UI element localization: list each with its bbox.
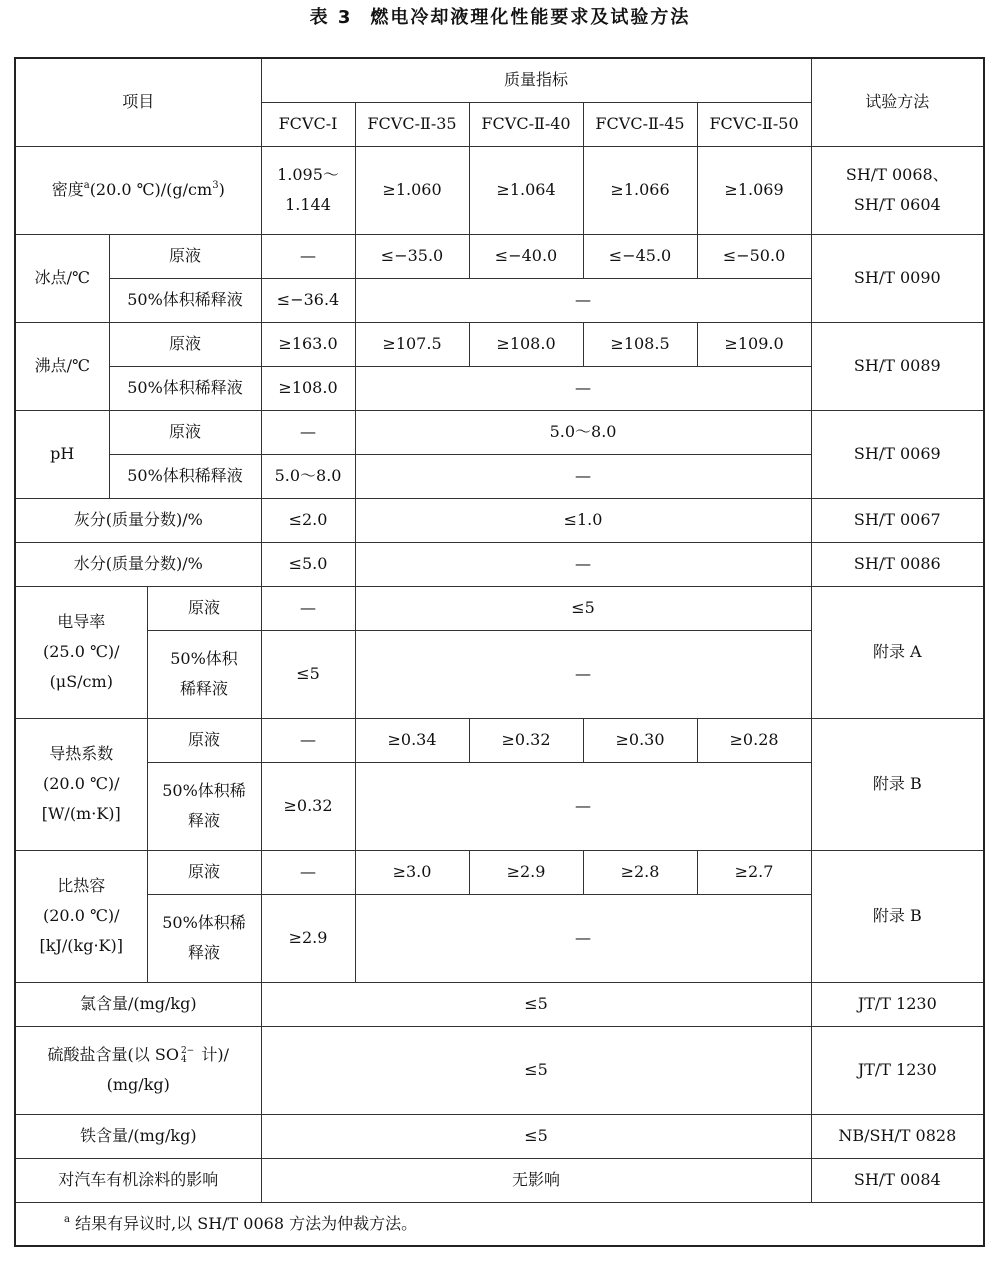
paint-label: 对汽车有机涂料的影响 <box>15 1158 261 1202</box>
cell-value: — <box>355 630 811 718</box>
sub-label: 原液 <box>109 410 261 454</box>
iron-label: 铁含量/(mg/kg) <box>15 1114 261 1158</box>
conductivity-row-1 <box>15 586 984 630</box>
cell-value: — <box>261 586 355 630</box>
sulfate-row <box>15 1026 984 1114</box>
thermal-label: 导热系数 (20.0 ℃)/ [W/(m·K)] <box>15 718 147 850</box>
density-fcvc1: 1.095～ 1.144 <box>261 146 355 234</box>
cell-value: — <box>355 454 811 498</box>
water-method: SH/T 0086 <box>811 542 984 586</box>
cell-value: ≤5 <box>355 586 811 630</box>
grade-header: FCVC-Ⅰ <box>261 102 355 146</box>
grade-header: FCVC-Ⅱ-35 <box>355 102 469 146</box>
cell-value: — <box>355 762 811 850</box>
freeze-row-1 <box>15 234 984 278</box>
heat-label: 比热容 (20.0 ℃)/ [kJ/(kg·K)] <box>15 850 147 982</box>
footnote-row <box>15 1202 984 1246</box>
cell-value: ≥163.0 <box>261 322 355 366</box>
sub-label: 原液 <box>147 850 261 894</box>
boil-row-1 <box>15 322 984 366</box>
cell-value: ≥0.32 <box>261 762 355 850</box>
grade-header: FCVC-Ⅱ-40 <box>469 102 583 146</box>
ash-method: SH/T 0067 <box>811 498 984 542</box>
cell-value: ≥1.069 <box>697 146 811 234</box>
cell-value: ≥108.0 <box>469 322 583 366</box>
sub-label: 50%体积 稀释液 <box>147 630 261 718</box>
sulfate-ion-charge: 2− 4 <box>180 1045 195 1065</box>
iron-row <box>15 1114 984 1158</box>
cell-value: ≤−36.4 <box>261 278 355 322</box>
thermal-method: 附录 B <box>811 718 984 850</box>
cell-value: — <box>261 410 355 454</box>
density-method: SH/T 0068、 SH/T 0604 <box>811 146 984 234</box>
density-row <box>15 146 984 234</box>
heat-method: 附录 B <box>811 850 984 982</box>
cell-value: ≤1.0 <box>355 498 811 542</box>
heat-row-1 <box>15 850 984 894</box>
sub-label: 50%体积稀释液 <box>109 366 261 410</box>
cell-value: 5.0～8.0 <box>355 410 811 454</box>
chloride-label: 氯含量/(mg/kg) <box>15 982 261 1026</box>
boil-method: SH/T 0089 <box>811 322 984 410</box>
chloride-method: JT/T 1230 <box>811 982 984 1026</box>
cell-value: ≥107.5 <box>355 322 469 366</box>
sub-label: 原液 <box>147 718 261 762</box>
cell-value: ≥0.30 <box>583 718 697 762</box>
cell-value: ≥109.0 <box>697 322 811 366</box>
header-quality: 质量指标 <box>261 58 811 102</box>
density-label: 密度$^a$(20.0 $℃)/(g/cm^3)$ <box>15 146 261 234</box>
cell-value: ≤−40.0 <box>469 234 583 278</box>
cell-value: ≥2.7 <box>697 850 811 894</box>
header-item: 项目 <box>15 58 261 146</box>
cell-value: ≥2.9 <box>261 894 355 982</box>
sulfate-method: JT/T 1230 <box>811 1026 984 1114</box>
freeze-method: SH/T 0090 <box>811 234 984 322</box>
spec-table <box>14 57 985 1247</box>
cell-value: ≤−50.0 <box>697 234 811 278</box>
header-row <box>15 58 984 102</box>
water-row <box>15 542 984 586</box>
sub-label: 50%体积稀释液 <box>109 454 261 498</box>
footnote: $^a$ 结果有异议时,以 SH/T 0068 方法为仲裁方法。 <box>15 1202 984 1246</box>
ph-row-1 <box>15 410 984 454</box>
cell-value: — <box>261 718 355 762</box>
conductivity-label: 电导率 (25.0 ℃)/ (μS/cm) <box>15 586 147 718</box>
sub-label: 50%体积稀 释液 <box>147 894 261 982</box>
cell-value: ≥0.34 <box>355 718 469 762</box>
thermal-row-1 <box>15 718 984 762</box>
cell-value: — <box>355 894 811 982</box>
conductivity-method: 附录 A <box>811 586 984 718</box>
cell-value: ≤5 <box>261 630 355 718</box>
cell-value: — <box>355 278 811 322</box>
boil-label: 沸点/℃ <box>15 322 109 410</box>
cell-value: — <box>261 850 355 894</box>
chloride-row <box>15 982 984 1026</box>
sub-label: 50%体积稀 释液 <box>147 762 261 850</box>
grade-header: FCVC-Ⅱ-45 <box>583 102 697 146</box>
cell-value: — <box>355 366 811 410</box>
paint-row <box>15 1158 984 1202</box>
cell-value: 无影响 <box>261 1158 811 1202</box>
cell-value: — <box>355 542 811 586</box>
cell-value: ≥1.060 <box>355 146 469 234</box>
sub-label: 50%体积稀释液 <box>109 278 261 322</box>
sub-label: 原液 <box>147 586 261 630</box>
cell-value: ≥2.9 <box>469 850 583 894</box>
header-method: 试验方法 <box>811 58 984 146</box>
cell-value: ≥3.0 <box>355 850 469 894</box>
cell-value: ≤5.0 <box>261 542 355 586</box>
cell-value: ≥1.064 <box>469 146 583 234</box>
cell-value: ≥2.8 <box>583 850 697 894</box>
iron-method: NB/SH/T 0828 <box>811 1114 984 1158</box>
cell-value: — <box>261 234 355 278</box>
cell-value: ≥108.5 <box>583 322 697 366</box>
cell-value: ≥0.32 <box>469 718 583 762</box>
cell-value: ≤5 <box>261 1114 811 1158</box>
water-label: 水分(质量分数)/% <box>15 542 261 586</box>
grade-header: FCVC-Ⅱ-50 <box>697 102 811 146</box>
cell-value: ≥0.28 <box>697 718 811 762</box>
ash-label: 灰分(质量分数)/% <box>15 498 261 542</box>
ph-method: SH/T 0069 <box>811 410 984 498</box>
cell-value: ≤−35.0 <box>355 234 469 278</box>
cell-value: ≤5 <box>261 982 811 1026</box>
cell-value: ≤5 <box>261 1026 811 1114</box>
cell-value: ≤2.0 <box>261 498 355 542</box>
sulfate-label: 硫酸盐含量(以 SO 2− 4 计)/ (mg/kg) <box>15 1026 261 1114</box>
ash-row <box>15 498 984 542</box>
table-title-text: 燃电冷却液理化性能要求及试验方法 <box>370 7 691 28</box>
sub-label: 原液 <box>109 234 261 278</box>
paint-method: SH/T 0084 <box>811 1158 984 1202</box>
sub-label: 原液 <box>109 322 261 366</box>
ph-label: pH <box>15 410 109 498</box>
cell-value: ≤−45.0 <box>583 234 697 278</box>
cell-value: ≥1.066 <box>583 146 697 234</box>
freeze-label: 冰点/℃ <box>15 234 109 322</box>
table-number: 表 3 <box>309 7 353 28</box>
cell-value: 5.0～8.0 <box>261 454 355 498</box>
table-title <box>0 6 1000 30</box>
cell-value: ≥108.0 <box>261 366 355 410</box>
